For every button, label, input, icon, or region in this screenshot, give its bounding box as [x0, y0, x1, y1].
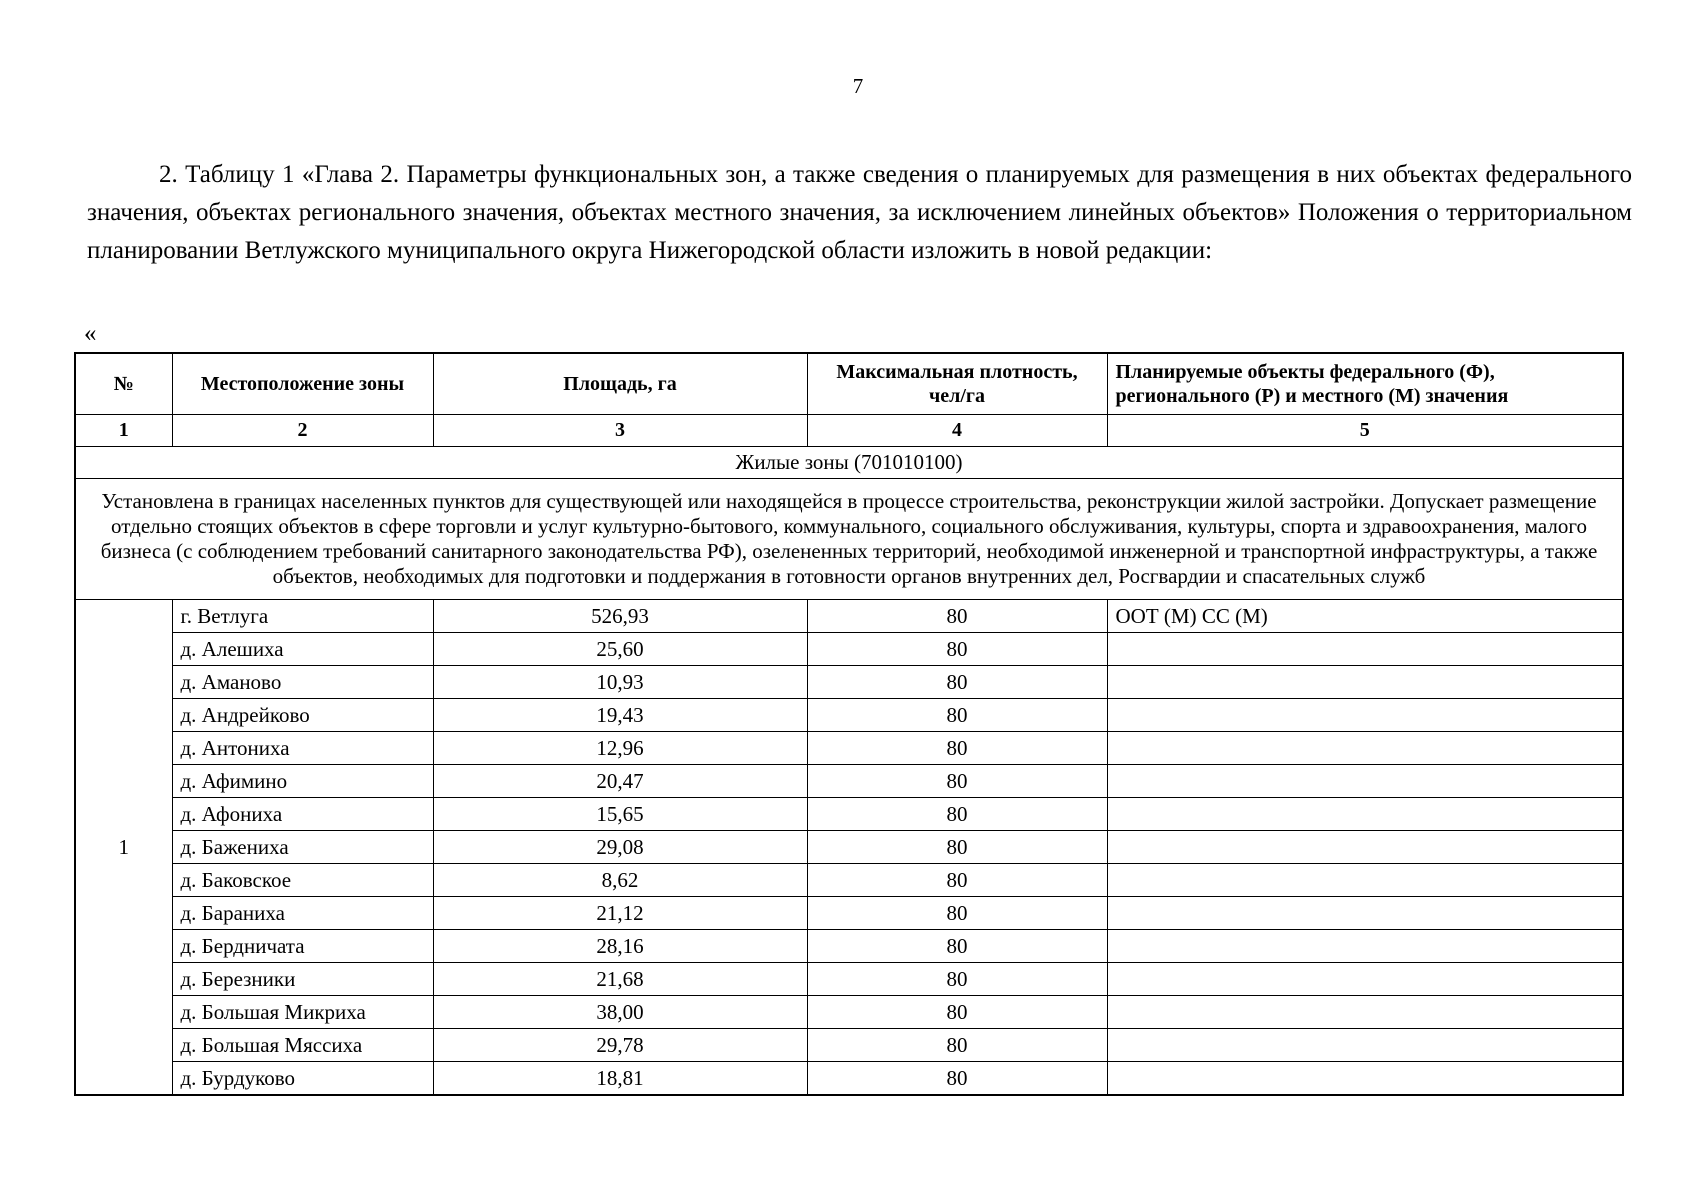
cell-density: 80	[807, 732, 1107, 765]
group-number: 1	[75, 600, 172, 1096]
cell-objects	[1107, 996, 1623, 1029]
header-area: Площадь, га	[433, 353, 807, 415]
cell-density: 80	[807, 798, 1107, 831]
table-row	[75, 897, 1623, 930]
cell-density: 80	[807, 930, 1107, 963]
header-density: Максимальная плотность, чел/га	[807, 353, 1107, 415]
cell-objects	[1107, 1062, 1623, 1096]
column-number: 1	[75, 415, 172, 447]
cell-density: 80	[807, 765, 1107, 798]
cell-objects	[1107, 798, 1623, 831]
table-header-row	[75, 353, 1623, 415]
cell-area: 21,12	[433, 897, 807, 930]
table-row	[75, 666, 1623, 699]
cell-density: 80	[807, 633, 1107, 666]
cell-density: 80	[807, 1062, 1107, 1096]
table-row	[75, 1029, 1623, 1062]
cell-area: 19,43	[433, 699, 807, 732]
cell-area: 38,00	[433, 996, 807, 1029]
cell-place: д. Большая Мяссиха	[172, 1029, 433, 1062]
cell-area: 18,81	[433, 1062, 807, 1096]
cell-place: д. Афимино	[172, 765, 433, 798]
table-row	[75, 930, 1623, 963]
cell-density: 80	[807, 996, 1107, 1029]
page-number: 7	[852, 74, 864, 98]
column-number: 5	[1107, 415, 1623, 447]
column-number: 4	[807, 415, 1107, 447]
cell-objects: ООТ (М) СС (М)	[1107, 600, 1623, 633]
cell-objects	[1107, 765, 1623, 798]
cell-area: 20,47	[433, 765, 807, 798]
cell-objects	[1107, 1029, 1623, 1062]
cell-area: 12,96	[433, 732, 807, 765]
cell-area: 10,93	[433, 666, 807, 699]
header-num: №	[75, 353, 172, 415]
cell-objects	[1107, 831, 1623, 864]
zone-description: Установлена в границах населенных пунктов для существующей или находящейся в процессе строительства, реконструкции жилой застройки. Допускает размещение отдельно стоящих объектов в сфере торговли и услуг культурно-бытового, коммунального, социального обслуживания, культуры, спорта и здравоохранения, малого бизнеса (с соблюдением требований санитарного законодательства РФ), озелененных территорий, необходимой инженерной и транспортной инфраструктуры, а также объектов, необходимых для подготовки и поддержания в готовности органов внутренних дел, Росгвардии и спасательных служб	[75, 479, 1623, 600]
open-quote: «	[84, 320, 97, 347]
cell-place: д. Бажениха	[172, 831, 433, 864]
cell-density: 80	[807, 831, 1107, 864]
table-row	[75, 732, 1623, 765]
cell-objects	[1107, 864, 1623, 897]
cell-area: 29,78	[433, 1029, 807, 1062]
zone-description-row	[75, 479, 1623, 600]
cell-density: 80	[807, 897, 1107, 930]
cell-area: 25,60	[433, 633, 807, 666]
cell-place: д. Бурдуково	[172, 1062, 433, 1096]
table-row	[75, 996, 1623, 1029]
cell-place: д. Алешиха	[172, 633, 433, 666]
cell-place: д. Антониха	[172, 732, 433, 765]
cell-objects	[1107, 666, 1623, 699]
zone-title-row	[75, 447, 1623, 479]
cell-objects	[1107, 699, 1623, 732]
table-row	[75, 633, 1623, 666]
cell-place: д. Афониха	[172, 798, 433, 831]
table-row	[75, 600, 1623, 633]
header-location: Местоположение зоны	[172, 353, 433, 415]
cell-area: 526,93	[433, 600, 807, 633]
table-row	[75, 831, 1623, 864]
cell-density: 80	[807, 666, 1107, 699]
cell-density: 80	[807, 1029, 1107, 1062]
cell-place: д. Аманово	[172, 666, 433, 699]
column-number: 3	[433, 415, 807, 447]
cell-place: д. Баковское	[172, 864, 433, 897]
cell-objects	[1107, 897, 1623, 930]
column-number: 2	[172, 415, 433, 447]
cell-place: д. Березники	[172, 963, 433, 996]
cell-area: 8,62	[433, 864, 807, 897]
zones-table	[74, 352, 1624, 1096]
cell-density: 80	[807, 699, 1107, 732]
cell-density: 80	[807, 963, 1107, 996]
table-row	[75, 963, 1623, 996]
cell-area: 29,08	[433, 831, 807, 864]
cell-area: 15,65	[433, 798, 807, 831]
intro-paragraph: 2. Таблицу 1 «Глава 2. Параметры функциональных зон, а также сведения о планируемых для размещения в них объектах федерального значения, объектах регионального значения, объектах местного значения, за исключением линейных объектов» Положения о территориальном планировании Ветлужского муниципального округа Нижегородской области изложить в новой редакции:	[87, 161, 1632, 264]
cell-place: д. Бараниха	[172, 897, 433, 930]
cell-place: д. Андрейково	[172, 699, 433, 732]
zone-title: Жилые зоны (701010100)	[75, 447, 1623, 479]
cell-area: 28,16	[433, 930, 807, 963]
header-objects: Планируемые объекты федерального (Ф), регионального (Р) и местного (М) значения	[1107, 353, 1623, 415]
cell-place: г. Ветлуга	[172, 600, 433, 633]
cell-area: 21,68	[433, 963, 807, 996]
cell-objects	[1107, 963, 1623, 996]
column-numbers-row	[75, 415, 1623, 447]
table-row	[75, 765, 1623, 798]
cell-objects	[1107, 732, 1623, 765]
cell-place: д. Бердничата	[172, 930, 433, 963]
cell-density: 80	[807, 600, 1107, 633]
cell-objects	[1107, 633, 1623, 666]
cell-place: д. Большая Микриха	[172, 996, 433, 1029]
table-row	[75, 798, 1623, 831]
table-row	[75, 1062, 1623, 1096]
table-row	[75, 864, 1623, 897]
cell-objects	[1107, 930, 1623, 963]
cell-density: 80	[807, 864, 1107, 897]
table-row	[75, 699, 1623, 732]
